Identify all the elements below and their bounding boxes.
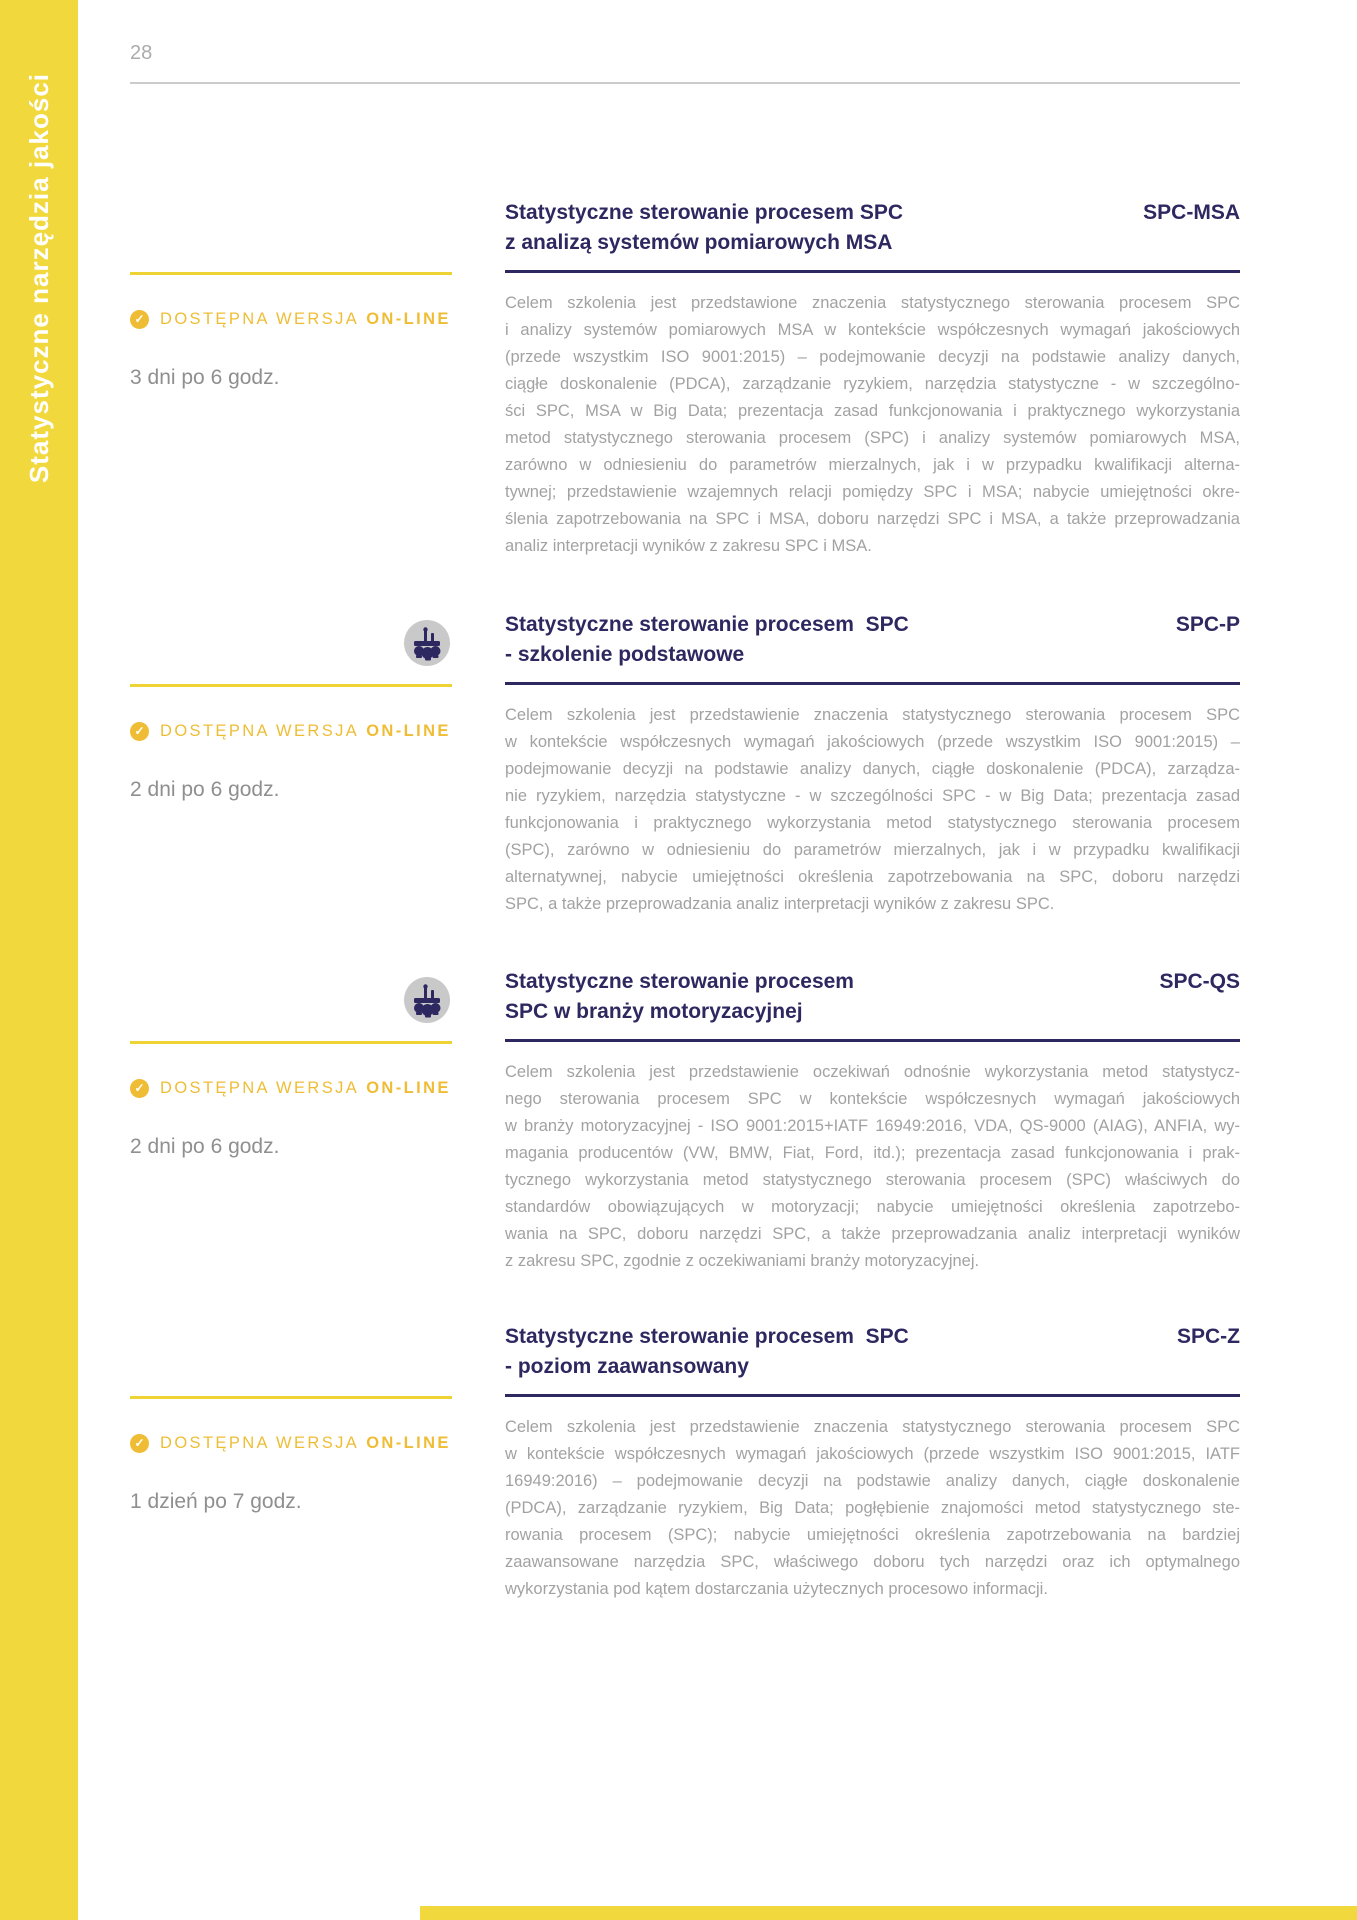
text-line: Statystyczne sterowanie procesem SPC xyxy=(505,201,903,224)
text-line: Statystyczne sterowanie procesem SPC xyxy=(505,1325,909,1348)
title-divider xyxy=(505,682,1240,685)
course-description xyxy=(505,1414,1240,1603)
check-circle-icon: ✓ xyxy=(130,1434,149,1453)
text-line: metod statystycznego sterowania procesem (SPC) i analizy systemów pomiarowych MSA, xyxy=(505,429,1240,447)
text-line: ści SPC, MSA w Big Data; prezentacja zasad funkcjonowania i praktycznego wykorzystania xyxy=(505,402,1240,420)
text-line: analiz interpretacji wyników z zakresu SPC i MSA. xyxy=(505,537,872,555)
course-description xyxy=(505,702,1240,918)
text-line: Statystyczne sterowanie procesem SPC xyxy=(505,613,909,636)
course-title xyxy=(505,198,903,258)
gears-machine-glyph xyxy=(404,620,450,666)
availability-label-text: DOSTĘPNA WERSJA xyxy=(160,1434,360,1452)
course-description xyxy=(505,290,1240,560)
text-line: SPC, a także przeprowadzania analiz interpretacji wyników z zakresu SPC. xyxy=(505,895,1055,913)
text-line: magania producentów (VW, BMW, Fiat, Ford, itd.); prezentacja zasad funkcjonowania i prak- xyxy=(505,1144,1240,1162)
course-title xyxy=(505,1322,909,1382)
text-line: zaawansowane narzędzia SPC, właściwego doboru tych narzędzi oraz ich optymalnego xyxy=(505,1553,1240,1571)
left-yellow-divider xyxy=(130,1041,452,1044)
sidebar-label-wrap xyxy=(0,58,78,498)
title-divider xyxy=(505,1394,1240,1397)
text-line: podejmowanie decyzji na podstawie analizy danych, ciągłe doskonalenie (PDCA), zarządza- xyxy=(505,760,1240,778)
title-divider xyxy=(505,270,1240,273)
availability-online-text: ON-LINE xyxy=(366,1079,451,1097)
left-yellow-divider xyxy=(130,1396,452,1399)
course-title xyxy=(505,967,854,1027)
sidebar-band xyxy=(0,0,78,1920)
availability-label xyxy=(160,310,451,329)
title-divider xyxy=(505,1039,1240,1042)
course-code: SPC-Z xyxy=(1177,1325,1240,1348)
text-line: ślenia zapotrzebowania na SPC i MSA, doboru narzędzi SPC i MSA, a także przeprowadzania xyxy=(505,510,1240,528)
text-line: zarówno w odniesieniu do parametrów mierzalnych, jak i w przypadku kwalifikacji alterna- xyxy=(505,456,1240,474)
gears-machine-glyph xyxy=(404,977,450,1023)
text-line: standardów obowiązujących w motoryzacji; nabycie umiejętności określenia zapotrzebo- xyxy=(505,1198,1240,1216)
text-line: (przede wszystkim ISO 9001:2015) – podejmowanie decyzji na podstawie analizy danych, xyxy=(505,348,1240,366)
text-line: i analizy systemów pomiarowych MSA w kontekście współczesnych wymagań jakościowych xyxy=(505,321,1240,339)
check-circle-icon: ✓ xyxy=(130,1079,149,1098)
footer-yellow-bar xyxy=(420,1906,1357,1920)
course-title-row xyxy=(505,1322,1240,1382)
sidebar-category-label: Statystyczne narzędzia jakości xyxy=(23,72,54,484)
course-duration: 3 dni po 6 godz. xyxy=(130,366,280,389)
text-line: funkcjonowania i praktycznego wykorzystania metod statystycznego sterowania procesem xyxy=(505,814,1240,832)
availability-online-text: ON-LINE xyxy=(366,722,451,740)
availability-label xyxy=(160,1079,451,1098)
text-line: tywnej; przedstawienie wzajemnych relacji pomiędzy SPC i MSA; nabycie umiejętności okre- xyxy=(505,483,1240,501)
text-line: Celem szkolenia jest przedstawione znaczenia statystycznego sterowania procesem SPC xyxy=(505,294,1240,312)
text-line: tycznego wykorzystania metod statystycznego sterowania procesem (SPC) właściwych do xyxy=(505,1171,1240,1189)
availability-label-text: DOSTĘPNA WERSJA xyxy=(160,1079,360,1097)
text-line: Celem szkolenia jest przedstawienie znaczenia statystycznego sterowania procesem SPC xyxy=(505,1418,1240,1436)
course-duration: 2 dni po 6 godz. xyxy=(130,778,280,801)
text-line: - szkolenie podstawowe xyxy=(505,643,745,666)
text-line: wania na SPC, doboru narzędzi SPC, a także przeprowadzania analiz interpretacji wyników xyxy=(505,1225,1240,1243)
availability-label-text: DOSTĘPNA WERSJA xyxy=(160,722,360,740)
text-line: rowania procesem (SPC); nabycie umiejętności określenia zapotrzebowania na bardziej xyxy=(505,1526,1240,1544)
left-yellow-divider xyxy=(130,684,452,687)
text-line: w kontekście współczesnych wymagań jakościowych (przede wszystkim ISO 9001:2015, IATF xyxy=(505,1445,1240,1463)
header-divider xyxy=(130,82,1240,84)
availability-label xyxy=(160,722,451,741)
course-description xyxy=(505,1059,1240,1275)
text-line: nego sterowania procesem SPC w kontekście współczesnych wymagań jakościowych xyxy=(505,1090,1240,1108)
course-title-row xyxy=(505,610,1240,670)
course-title xyxy=(505,610,909,670)
availability-row xyxy=(130,1434,452,1453)
availability-row xyxy=(130,722,452,741)
gears-machine-icon xyxy=(404,977,450,1023)
text-line: w branży motoryzacyjnej - ISO 9001:2015+IATF 16949:2016, VDA, QS-9000 (AIAG), ANFIA, wy- xyxy=(505,1117,1240,1135)
availability-row xyxy=(130,1079,452,1098)
course-title-row xyxy=(505,967,1240,1027)
text-line: z analizą systemów pomiarowych MSA xyxy=(505,231,893,254)
text-line: nie ryzykiem, narzędzia statystyczne - w szczególności SPC - w Big Data; prezentacja zasad xyxy=(505,787,1240,805)
text-line: (PDCA), zarządzanie ryzykiem, Big Data; pogłębienie znajomości metod statystycznego ste- xyxy=(505,1499,1240,1517)
course-duration: 2 dni po 6 godz. xyxy=(130,1135,280,1158)
course-code: SPC-QS xyxy=(1159,970,1240,993)
text-line: Celem szkolenia jest przedstawienie oczekiwań odnośnie wykorzystania metod statystycz- xyxy=(505,1063,1240,1081)
availability-label xyxy=(160,1434,451,1453)
availability-online-text: ON-LINE xyxy=(366,310,451,328)
text-line: ciągłe doskonalenie (PDCA), zarządzanie ryzykiem, narzędzia statystyczne - w szczególno- xyxy=(505,375,1240,393)
text-line: SPC w branży motoryzacyjnej xyxy=(505,1000,803,1023)
text-line: w kontekście współczesnych wymagań jakościowych (przede wszystkim ISO 9001:2015) – xyxy=(505,733,1240,751)
left-yellow-divider xyxy=(130,272,452,275)
course-duration: 1 dzień po 7 godz. xyxy=(130,1490,302,1513)
text-line: - poziom zaawansowany xyxy=(505,1355,749,1378)
gears-machine-icon xyxy=(404,620,450,666)
text-line: 16949:2016) – podejmowanie decyzji na podstawie analizy danych, ciągłe doskonalenie xyxy=(505,1472,1240,1490)
availability-online-text: ON-LINE xyxy=(366,1434,451,1452)
check-circle-icon: ✓ xyxy=(130,310,149,329)
course-code: SPC-P xyxy=(1175,613,1240,636)
text-line: (SPC), zarówno w odniesieniu do parametrów mierzalnych, jak i w przypadku kwalifikacji xyxy=(505,841,1240,859)
course-code: SPC-MSA xyxy=(1143,201,1240,224)
course-title-row xyxy=(505,198,1240,258)
text-line: wykorzystania pod kątem dostarczania użytecznych procesowo informacji. xyxy=(505,1580,1048,1598)
availability-label-text: DOSTĘPNA WERSJA xyxy=(160,310,360,328)
availability-row xyxy=(130,310,452,329)
page-number: 28 xyxy=(130,42,153,64)
text-line: Celem szkolenia jest przedstawienie znaczenia statystycznego sterowania procesem SPC xyxy=(505,706,1240,724)
text-line: alternatywnej, nabycie umiejętności określenia zapotrzebowania na SPC, doboru narzędzi xyxy=(505,868,1240,886)
check-circle-icon: ✓ xyxy=(130,722,149,741)
text-line: z zakresu SPC, zgodnie z oczekiwaniami branży motoryzacyjnej. xyxy=(505,1252,980,1270)
text-line: Statystyczne sterowanie procesem xyxy=(505,970,854,993)
